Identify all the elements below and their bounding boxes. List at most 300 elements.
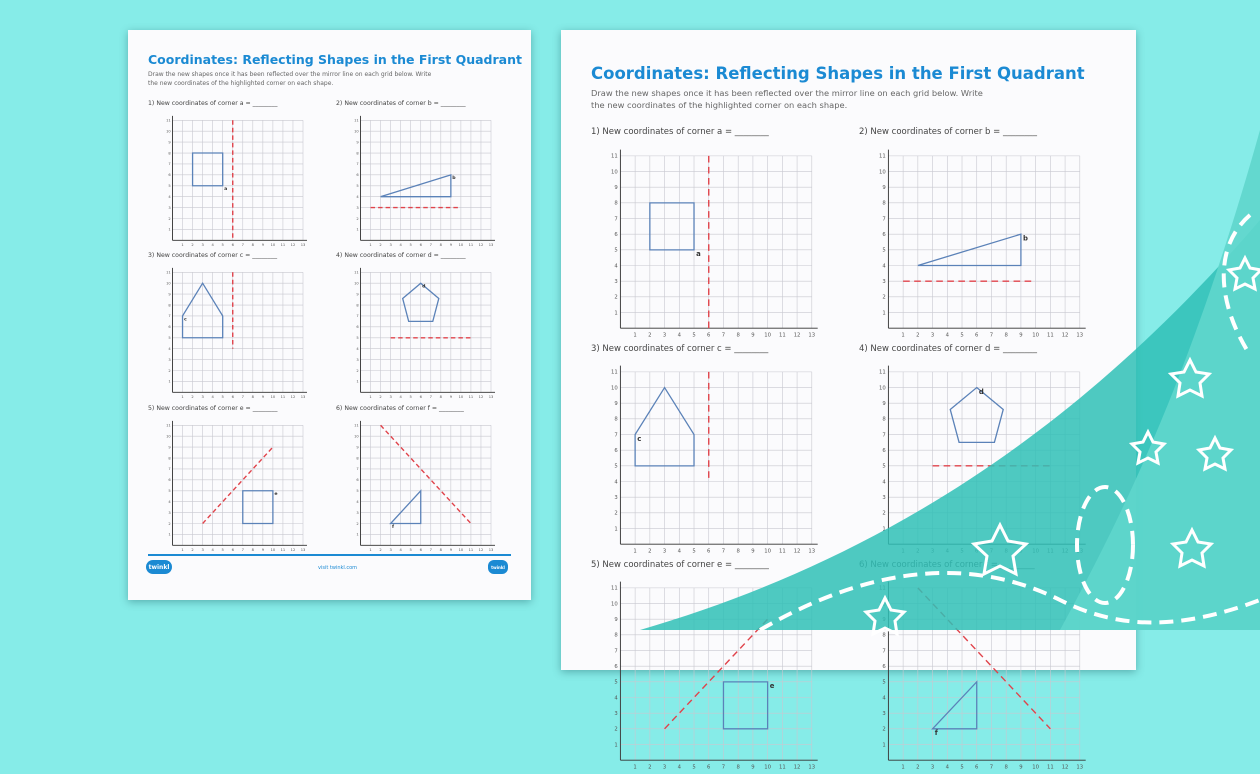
y-tick-label: 1 [168, 379, 171, 384]
y-tick-label: 5 [882, 247, 886, 254]
x-tick-label: 10 [764, 764, 772, 771]
corner-label: f [934, 729, 938, 738]
y-tick-label: 4 [168, 194, 171, 199]
x-tick-label: 9 [449, 548, 452, 553]
x-tick-label: 11 [280, 243, 286, 248]
y-tick-label: 9 [356, 140, 359, 145]
question-3-label: 3) New coordinates of corner c = ________ [591, 344, 769, 354]
x-tick-label: 1 [901, 332, 905, 339]
x-tick-label: 1 [369, 243, 372, 248]
y-tick-label: 6 [614, 232, 618, 239]
y-tick-label: 4 [168, 346, 171, 351]
x-tick-label: 12 [478, 548, 484, 553]
x-tick-label: 6 [231, 548, 234, 553]
x-tick-label: 6 [707, 548, 711, 555]
x-tick-label: 2 [191, 395, 194, 400]
y-tick-label: 9 [614, 617, 618, 624]
x-tick-label: 12 [793, 764, 801, 771]
y-tick-label: 3 [882, 279, 886, 286]
x-tick-label: 3 [662, 332, 667, 339]
x-tick-label: 4 [945, 332, 949, 339]
y-tick-label: 6 [168, 173, 171, 178]
y-tick-label: 9 [614, 401, 618, 408]
y-tick-label: 11 [878, 153, 886, 160]
y-tick-label: 6 [614, 448, 618, 455]
x-tick-label: 13 [808, 548, 816, 555]
y-tick-label: 9 [168, 292, 171, 297]
y-tick-label: 2 [614, 294, 618, 301]
x-tick-label: 11 [468, 395, 474, 400]
x-tick-label: 9 [1019, 332, 1023, 339]
x-tick-label: 7 [989, 332, 994, 339]
x-tick-label: 2 [916, 332, 920, 339]
x-tick-label: 12 [1061, 764, 1069, 771]
x-tick-label: 6 [707, 332, 711, 339]
shape-outline [933, 682, 977, 729]
x-tick-label: 12 [290, 548, 296, 553]
x-tick-label: 1 [633, 548, 637, 555]
x-tick-label: 5 [221, 243, 224, 248]
y-tick-label: 7 [168, 467, 171, 472]
x-tick-label: 8 [1004, 764, 1008, 771]
x-tick-label: 9 [751, 548, 755, 555]
question-1-label: 1) New coordinates of corner a = ________ [591, 127, 769, 137]
y-tick-label: 1 [614, 742, 618, 749]
corner-label: e [769, 682, 775, 691]
y-tick-label: 5 [614, 463, 618, 470]
y-tick-label: 9 [882, 185, 886, 192]
y-tick-label: 6 [614, 664, 618, 671]
x-tick-label: 8 [251, 548, 254, 553]
y-tick-label: 6 [356, 173, 359, 178]
corner-label: a [696, 250, 701, 259]
y-tick-label: 3 [356, 205, 359, 210]
y-tick-label: 2 [614, 726, 618, 733]
y-tick-label: 7 [614, 432, 618, 439]
y-tick-label: 6 [168, 478, 171, 483]
x-tick-label: 9 [449, 243, 452, 248]
x-tick-label: 12 [793, 548, 801, 555]
y-tick-label: 5 [614, 679, 618, 686]
y-tick-label: 2 [168, 216, 171, 221]
corner-label: e [274, 492, 278, 498]
x-tick-label: 9 [261, 243, 264, 248]
x-tick-label: 7 [429, 395, 432, 400]
y-tick-label: 3 [614, 711, 618, 718]
x-tick-label: 2 [379, 548, 382, 553]
x-tick-label: 13 [1076, 764, 1084, 771]
instructions-line-1: Draw the new shapes once it has been reflected over the mirror line on each grid below. Write [591, 88, 983, 98]
y-tick-label: 1 [882, 310, 886, 317]
x-tick-label: 13 [300, 243, 306, 248]
x-tick-label: 11 [468, 548, 474, 553]
y-tick-label: 7 [168, 314, 171, 319]
twinkl-logo-small: twinkl [488, 560, 508, 574]
x-tick-label: 10 [1032, 764, 1040, 771]
x-tick-label: 12 [793, 332, 801, 339]
y-tick-label: 8 [882, 200, 886, 207]
y-tick-label: 10 [166, 281, 171, 286]
x-tick-label: 3 [201, 395, 204, 400]
y-tick-label: 9 [356, 292, 359, 297]
instructions-line-1: Draw the new shapes once it has been reflected over the mirror line on each grid below. Write [148, 71, 432, 78]
y-tick-label: 6 [882, 664, 886, 671]
x-tick-label: 2 [191, 548, 194, 553]
x-tick-label: 10 [270, 548, 276, 553]
y-tick-label: 3 [614, 495, 618, 502]
x-tick-label: 2 [648, 764, 652, 771]
question-4-label: 4) New coordinates of corner d = ________ [859, 344, 1037, 354]
x-tick-label: 5 [221, 548, 224, 553]
question-1-label: 1) New coordinates of corner a = ________ [148, 100, 278, 107]
x-tick-label: 7 [721, 548, 726, 555]
y-tick-label: 3 [168, 357, 171, 362]
x-tick-label: 12 [290, 395, 296, 400]
x-tick-label: 5 [692, 764, 696, 771]
x-tick-label: 7 [241, 243, 244, 248]
x-tick-label: 13 [808, 332, 816, 339]
y-tick-label: 4 [356, 499, 359, 504]
y-tick-label: 9 [168, 140, 171, 145]
x-tick-label: 11 [778, 548, 786, 555]
x-tick-label: 7 [429, 243, 432, 248]
x-tick-label: 3 [201, 243, 204, 248]
y-tick-label: 3 [356, 357, 359, 362]
y-tick-label: 7 [882, 432, 886, 439]
y-tick-label: 6 [168, 325, 171, 330]
x-tick-label: 2 [648, 332, 652, 339]
x-tick-label: 11 [1046, 764, 1054, 771]
instructions-line-2: the new coordinates of the highlighted corner on each shape. [591, 100, 848, 111]
x-tick-label: 8 [439, 548, 442, 553]
x-tick-label: 7 [721, 764, 726, 771]
y-tick-label: 3 [168, 510, 171, 515]
x-tick-label: 1 [633, 764, 637, 771]
question-4-label: 4) New coordinates of corner d = ________ [336, 252, 466, 259]
y-tick-label: 6 [356, 325, 359, 330]
x-tick-label: 11 [468, 243, 474, 248]
x-tick-label: 1 [901, 764, 905, 771]
y-tick-label: 2 [614, 510, 618, 517]
y-tick-label: 1 [356, 532, 359, 537]
x-tick-label: 9 [449, 395, 452, 400]
y-tick-label: 4 [614, 695, 618, 702]
y-tick-label: 3 [614, 279, 618, 286]
x-tick-label: 2 [379, 243, 382, 248]
y-tick-label: 10 [610, 601, 618, 608]
x-tick-label: 8 [736, 332, 740, 339]
x-tick-label: 3 [389, 548, 392, 553]
y-tick-label: 11 [166, 270, 171, 275]
x-tick-label: 7 [429, 548, 432, 553]
x-tick-label: 3 [389, 243, 392, 248]
y-tick-label: 10 [354, 281, 359, 286]
x-tick-label: 6 [231, 395, 234, 400]
x-tick-label: 10 [458, 395, 464, 400]
x-tick-label: 3 [662, 764, 667, 771]
y-tick-label: 6 [356, 478, 359, 483]
x-tick-label: 1 [369, 548, 372, 553]
x-tick-label: 8 [439, 395, 442, 400]
corner-label: d [978, 387, 984, 396]
y-tick-label: 9 [882, 401, 886, 408]
question-2-label: 2) New coordinates of corner b = ________ [859, 127, 1037, 137]
x-tick-label: 5 [960, 764, 964, 771]
x-tick-label: 6 [419, 243, 422, 248]
y-tick-label: 11 [610, 369, 618, 376]
y-tick-label: 7 [882, 216, 886, 223]
y-tick-label: 2 [882, 294, 886, 301]
y-tick-label: 2 [882, 510, 886, 517]
x-tick-label: 5 [221, 395, 224, 400]
x-tick-label: 3 [930, 764, 935, 771]
y-tick-label: 1 [356, 227, 359, 232]
corner-label: c [637, 434, 642, 443]
y-tick-label: 4 [356, 194, 359, 199]
x-tick-label: 4 [211, 548, 214, 553]
x-tick-label: 9 [751, 764, 755, 771]
instructions-line-2: the new coordinates of the highlighted corner on each shape. [148, 79, 334, 87]
x-tick-label: 2 [191, 243, 194, 248]
y-tick-label: 5 [882, 463, 886, 470]
y-tick-label: 1 [882, 526, 886, 533]
y-tick-label: 5 [882, 679, 886, 686]
y-tick-label: 4 [882, 695, 886, 702]
y-tick-label: 4 [356, 346, 359, 351]
x-tick-label: 13 [488, 395, 494, 400]
y-tick-label: 8 [356, 303, 359, 308]
y-tick-label: 8 [882, 632, 886, 639]
y-tick-label: 8 [168, 303, 171, 308]
y-tick-label: 2 [356, 368, 359, 373]
y-tick-label: 5 [356, 184, 359, 189]
x-tick-label: 6 [707, 764, 711, 771]
y-tick-label: 8 [168, 151, 171, 156]
y-tick-label: 5 [614, 247, 618, 254]
y-tick-label: 7 [356, 314, 359, 319]
x-tick-label: 10 [458, 243, 464, 248]
y-tick-label: 5 [168, 336, 171, 341]
footer-url: visit twinkl.com [318, 565, 358, 571]
y-tick-label: 11 [166, 118, 171, 123]
x-tick-label: 7 [721, 332, 726, 339]
x-tick-label: 10 [764, 548, 772, 555]
x-tick-label: 3 [389, 395, 392, 400]
x-tick-label: 6 [975, 332, 979, 339]
x-tick-label: 8 [736, 548, 740, 555]
x-tick-label: 12 [478, 395, 484, 400]
y-tick-label: 1 [168, 227, 171, 232]
x-tick-label: 7 [989, 764, 994, 771]
x-tick-label: 9 [751, 332, 755, 339]
x-tick-label: 4 [399, 395, 402, 400]
x-tick-label: 10 [764, 332, 772, 339]
y-tick-label: 1 [168, 532, 171, 537]
x-tick-label: 3 [662, 548, 667, 555]
x-tick-label: 1 [181, 243, 184, 248]
y-tick-label: 10 [610, 169, 618, 176]
x-tick-label: 13 [488, 548, 494, 553]
x-tick-label: 4 [677, 332, 681, 339]
y-tick-label: 4 [614, 479, 618, 486]
y-tick-label: 1 [614, 526, 618, 533]
x-tick-label: 12 [1061, 332, 1069, 339]
y-tick-label: 8 [168, 456, 171, 461]
question-5-label: 5) New coordinates of corner e = ________ [148, 405, 278, 412]
y-tick-label: 2 [168, 521, 171, 526]
y-tick-label: 10 [166, 129, 171, 134]
y-tick-label: 7 [168, 162, 171, 167]
x-tick-label: 6 [419, 395, 422, 400]
y-tick-label: 7 [356, 467, 359, 472]
corner-label: c [183, 317, 187, 323]
x-tick-label: 13 [808, 764, 816, 771]
y-tick-label: 11 [354, 118, 359, 123]
x-tick-label: 5 [409, 243, 412, 248]
y-tick-label: 8 [356, 456, 359, 461]
x-tick-label: 6 [419, 548, 422, 553]
x-tick-label: 2 [379, 395, 382, 400]
x-tick-label: 12 [478, 243, 484, 248]
x-tick-label: 10 [270, 243, 276, 248]
x-tick-label: 1 [181, 548, 184, 553]
y-tick-label: 9 [168, 445, 171, 450]
y-tick-label: 11 [166, 423, 171, 428]
y-tick-label: 4 [614, 263, 618, 270]
y-tick-label: 4 [882, 263, 886, 270]
y-tick-label: 2 [168, 368, 171, 373]
x-tick-label: 9 [261, 548, 264, 553]
question-3-label: 3) New coordinates of corner c = ________ [148, 252, 278, 259]
y-tick-label: 10 [166, 434, 171, 439]
x-tick-label: 10 [458, 548, 464, 553]
x-tick-label: 4 [211, 395, 214, 400]
y-tick-label: 3 [356, 510, 359, 515]
x-tick-label: 7 [241, 548, 244, 553]
shape-outline [723, 682, 767, 729]
question-2-label: 2) New coordinates of corner b = ________ [336, 100, 466, 107]
y-tick-label: 11 [610, 585, 618, 592]
y-tick-label: 9 [356, 445, 359, 450]
y-tick-label: 2 [356, 216, 359, 221]
y-tick-label: 11 [610, 153, 618, 160]
x-tick-label: 11 [280, 548, 286, 553]
y-tick-label: 10 [354, 129, 359, 134]
x-tick-label: 11 [1046, 332, 1054, 339]
y-tick-label: 4 [168, 499, 171, 504]
x-tick-label: 4 [677, 764, 681, 771]
mirror-line [665, 619, 768, 729]
x-tick-label: 11 [280, 395, 286, 400]
x-tick-label: 9 [261, 395, 264, 400]
y-tick-label: 5 [356, 336, 359, 341]
y-tick-label: 5 [168, 489, 171, 494]
y-tick-label: 2 [356, 521, 359, 526]
x-tick-label: 10 [1032, 332, 1040, 339]
x-tick-label: 8 [439, 243, 442, 248]
y-tick-label: 8 [614, 632, 618, 639]
y-tick-label: 3 [882, 495, 886, 502]
y-tick-label: 1 [356, 379, 359, 384]
x-tick-label: 8 [736, 764, 740, 771]
x-tick-label: 4 [211, 243, 214, 248]
y-tick-label: 2 [882, 726, 886, 733]
x-tick-label: 5 [692, 548, 696, 555]
x-tick-label: 13 [300, 548, 306, 553]
x-tick-label: 7 [241, 395, 244, 400]
corner-label: b [1023, 234, 1028, 243]
x-tick-label: 2 [916, 764, 920, 771]
y-tick-label: 8 [614, 200, 618, 207]
x-tick-label: 4 [399, 548, 402, 553]
x-tick-label: 1 [369, 395, 372, 400]
x-tick-label: 4 [945, 764, 949, 771]
x-tick-label: 8 [1004, 332, 1008, 339]
x-tick-label: 11 [778, 764, 786, 771]
worksheet-title: Coordinates: Reflecting Shapes in the First Quadrant [591, 64, 1085, 83]
x-tick-label: 3 [201, 548, 204, 553]
corner-label: b [452, 176, 456, 182]
x-tick-label: 5 [409, 548, 412, 553]
y-tick-label: 10 [878, 385, 886, 392]
x-tick-label: 1 [181, 395, 184, 400]
corner-label: f [392, 524, 395, 530]
y-tick-label: 10 [878, 169, 886, 176]
y-tick-label: 8 [356, 151, 359, 156]
x-tick-label: 8 [251, 395, 254, 400]
x-tick-label: 4 [677, 548, 681, 555]
y-tick-label: 4 [882, 479, 886, 486]
x-tick-label: 11 [778, 332, 786, 339]
y-tick-label: 1 [882, 742, 886, 749]
y-tick-label: 11 [878, 369, 886, 376]
x-tick-label: 3 [930, 332, 935, 339]
y-tick-label: 7 [356, 162, 359, 167]
x-tick-label: 6 [231, 243, 234, 248]
x-tick-label: 8 [251, 243, 254, 248]
y-tick-label: 7 [882, 648, 886, 655]
x-tick-label: 13 [1076, 332, 1084, 339]
y-tick-label: 9 [614, 185, 618, 192]
question-5-label: 5) New coordinates of corner e = ________ [591, 560, 769, 570]
x-tick-label: 10 [270, 395, 276, 400]
y-tick-label: 7 [614, 648, 618, 655]
corner-label: d [422, 284, 426, 290]
worksheet-title: Coordinates: Reflecting Shapes in the First Quadrant [148, 52, 522, 67]
x-tick-label: 5 [692, 332, 696, 339]
y-tick-label: 6 [882, 232, 886, 239]
y-tick-label: 10 [610, 385, 618, 392]
y-tick-label: 10 [354, 434, 359, 439]
y-tick-label: 8 [882, 416, 886, 423]
x-tick-label: 5 [960, 332, 964, 339]
y-tick-label: 11 [354, 270, 359, 275]
x-tick-label: 6 [975, 764, 979, 771]
corner-label: a [224, 187, 228, 193]
y-tick-label: 6 [882, 448, 886, 455]
y-tick-label: 1 [614, 310, 618, 317]
question-6-label: 6) New coordinates of corner f = ________ [336, 405, 464, 412]
x-tick-label: 1 [633, 332, 637, 339]
x-tick-label: 13 [488, 243, 494, 248]
x-tick-label: 5 [409, 395, 412, 400]
twinkl-logo: twinkl [146, 560, 172, 574]
x-tick-label: 12 [290, 243, 296, 248]
y-tick-label: 11 [354, 423, 359, 428]
x-tick-label: 9 [1019, 764, 1023, 771]
x-tick-label: 2 [648, 548, 652, 555]
x-tick-label: 13 [300, 395, 306, 400]
